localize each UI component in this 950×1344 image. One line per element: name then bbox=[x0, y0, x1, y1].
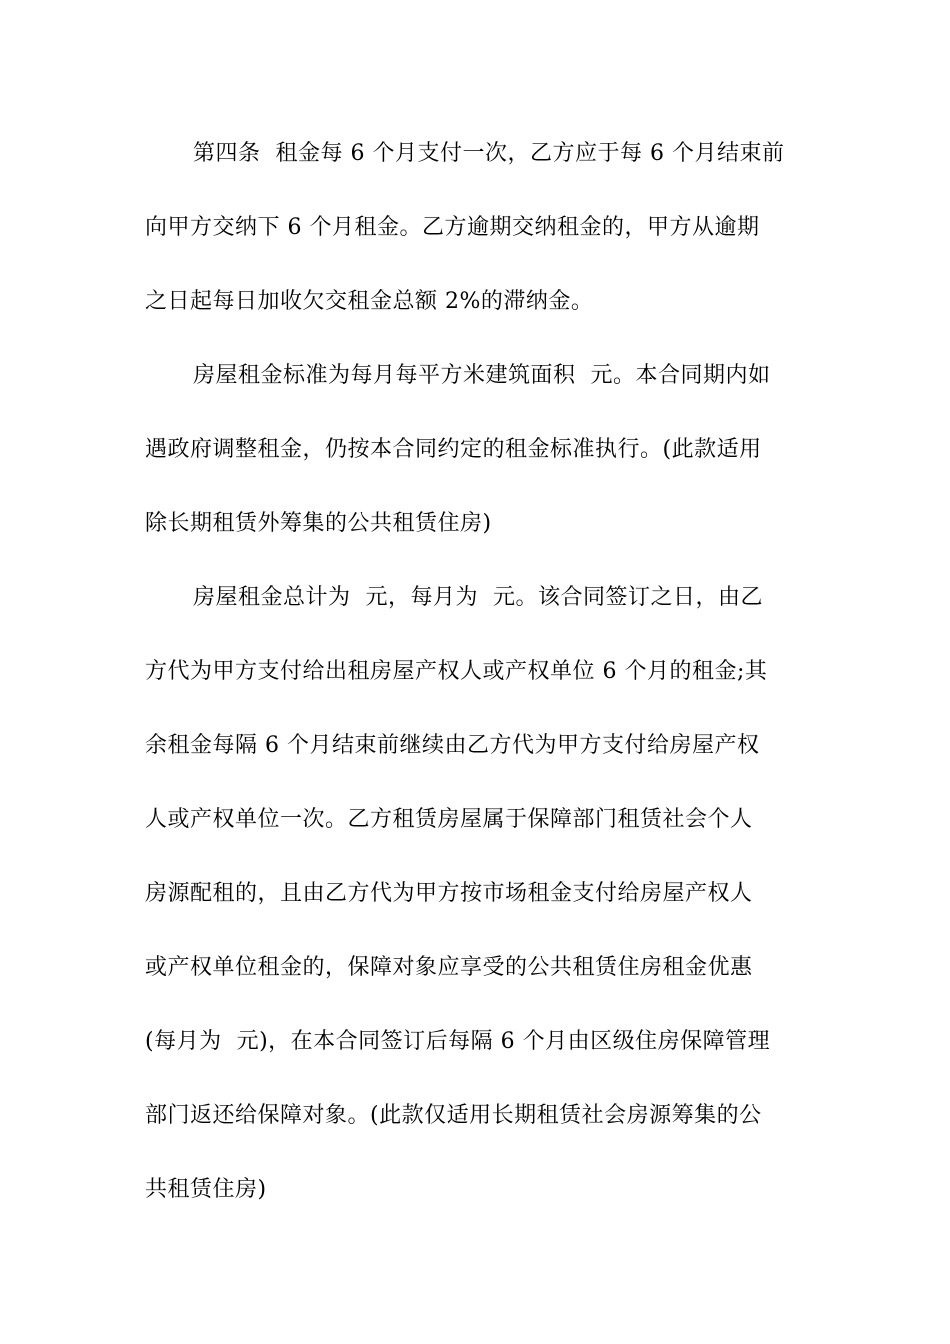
text-line: (每月为 元)，在本合同签订后每隔 6 个月由区级住房保障管理 bbox=[145, 1029, 771, 1054]
text-line: 之日起每日加收欠交租金总额 2%的滞纳金。 bbox=[145, 289, 594, 314]
text-line: 或产权单位租金的，保障对象应享受的公共租赁住房租金优惠 bbox=[145, 955, 753, 980]
text-line: 房屋租金总计为 元，每月为 元。该合同签订之日，由乙 bbox=[193, 585, 763, 610]
text-line: 除长期租赁外筹集的公共租赁住房) bbox=[145, 511, 492, 536]
text-line: 人或产权单位一次。乙方租赁房屋属于保障部门租赁社会个人 bbox=[145, 807, 753, 832]
text-line: 房屋租金标准为每月每平方米建筑面积 元。本合同期内如 bbox=[193, 363, 771, 388]
text-line: 余租金每隔 6 个月结束前继续由乙方代为甲方支付给房屋产权 bbox=[145, 733, 760, 758]
text-line: 向甲方交纳下 6 个月租金。乙方逾期交纳租金的，甲方从逾期 bbox=[145, 215, 760, 240]
text-line: 第四条 租金每 6 个月支付一次，乙方应于每 6 个月结束前 bbox=[193, 141, 785, 166]
text-line: 方代为甲方支付给出租房屋产权人或产权单位 6 个月的租金;其 bbox=[145, 659, 768, 684]
text-line: 房源配租的，且由乙方代为甲方按市场租金支付给房屋产权人 bbox=[145, 881, 753, 906]
text-line: 部门返还给保障对象。(此款仅适用长期租赁社会房源筹集的公 bbox=[145, 1103, 762, 1128]
text-line: 共租赁住房) bbox=[145, 1177, 267, 1202]
text-line: 遇政府调整租金，仍按本合同约定的租金标准执行。(此款适用 bbox=[145, 437, 762, 462]
